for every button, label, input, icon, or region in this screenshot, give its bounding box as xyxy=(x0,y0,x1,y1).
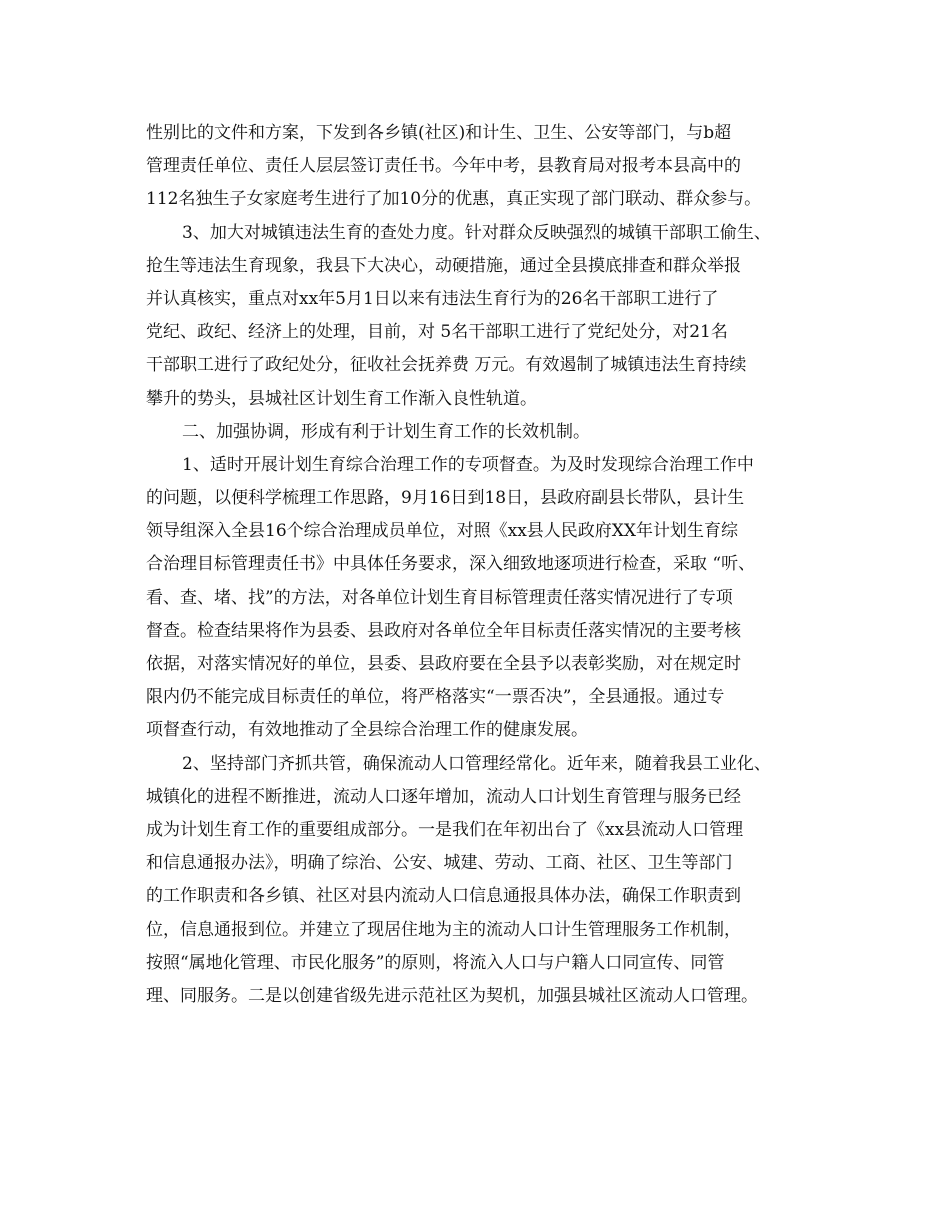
text-line: 的问题，以便科学梳理工作思路，9月16日到18日，县政府副县长带队，县计生 xyxy=(146,488,745,509)
text-line: 领导组深入全县16个综合治理成员单位，对照《xx县人民政府XX年计划生育综 xyxy=(146,521,739,542)
text-line: 依据，对落实情况好的单位，县委、县政府要在全县予以表彰奖励，对在规定时 xyxy=(146,654,741,674)
document-body xyxy=(146,117,826,1013)
text-line: 并认真核实，重点对xx年5月1日以来有违法生育行为的26名干部职工进行了 xyxy=(146,288,719,309)
text-line: 项督查行动，有效地推动了全县综合治理工作的健康发展。 xyxy=(146,720,588,741)
text-line: 二、加强协调，形成有利于计划生育工作的长效机制。 xyxy=(182,421,590,442)
text-line: 抢生等违法生育现象，我县下大决心，动硬措施，通过全县摸底排查和群众举报 xyxy=(146,255,741,276)
text-line: 管理责任单位、责任人层层签订责任书。今年中考，县教育局对报考本县高中的 xyxy=(146,156,741,177)
text-line: 性别比的文件和方案，下发到各乡镇(社区)和计生、卫生、公安等部门，与b超 xyxy=(146,123,732,143)
text-line: 和信息通报办法》，明确了综治、公安、城建、劳动、工商、社区、卫生等部门 xyxy=(146,853,733,874)
text-line: 2、坚持部门齐抓共管，确保流动人口管理经常化。近年来，随着我县工业化、 xyxy=(182,753,771,774)
text-line: 1、适时开展计划生育综合治理工作的专项督查。为及时发现综合治理工作中 xyxy=(182,454,754,475)
text-line: 攀升的势头，县城社区计划生育工作渐入良性轨道。 xyxy=(146,388,537,409)
text-line: 位，信息通报到位。并建立了现居住地为主的流动人口计生管理服务工作机制， xyxy=(146,919,741,940)
text-line: 的工作职责和各乡镇、社区对县内流动人口信息通报具体办法，确保工作职责到 xyxy=(146,886,741,907)
text-line: 按照“属地化管理、市民化服务”的原则，将流入人口与户籍人口同宣传、同管 xyxy=(146,952,725,973)
text-line: 112名独生子女家庭考生进行了加10分的优惠，真正实现了部门联动、群众参与。 xyxy=(146,189,762,210)
text-line: 理、同服务。二是以创建省级先进示范社区为契机，加强县城社区流动人口管理。 xyxy=(146,985,758,1006)
text-line: 限内仍不能完成目标责任的单位，将严格落实“一票否决”，全县通报。通过专 xyxy=(146,687,725,708)
text-line: 督查。检查结果将作为县委、县政府对各单位全年目标责任落实情况的主要考核 xyxy=(146,620,741,641)
text-line: 成为计划生育工作的重要组成部分。一是我们在年初出台了《xx县流动人口管理 xyxy=(146,819,744,840)
text-line: 合治理目标管理责任书》中具体任务要求，深入细致地逐项进行检查，采取 “听、 xyxy=(146,554,756,575)
text-line: 干部职工进行了政纪处分，征收社会抚养费 万元。有效遏制了城镇违法生育持续 xyxy=(146,355,747,376)
text-line: 党纪、政纪、经济上的处理，目前，对 5名干部职工进行了党纪处分，对21名 xyxy=(146,322,728,343)
text-line: 看、查、堵、找”的方法，对各单位计划生育目标管理责任落实情况进行了专项 xyxy=(146,587,733,608)
text-line: 城镇化的进程不断推进，流动人口逐年增加，流动人口计划生育管理与服务已经 xyxy=(146,786,741,807)
text-line: 3、加大对城镇违法生育的查处力度。针对群众反映强烈的城镇干部职工偷生、 xyxy=(182,222,771,243)
